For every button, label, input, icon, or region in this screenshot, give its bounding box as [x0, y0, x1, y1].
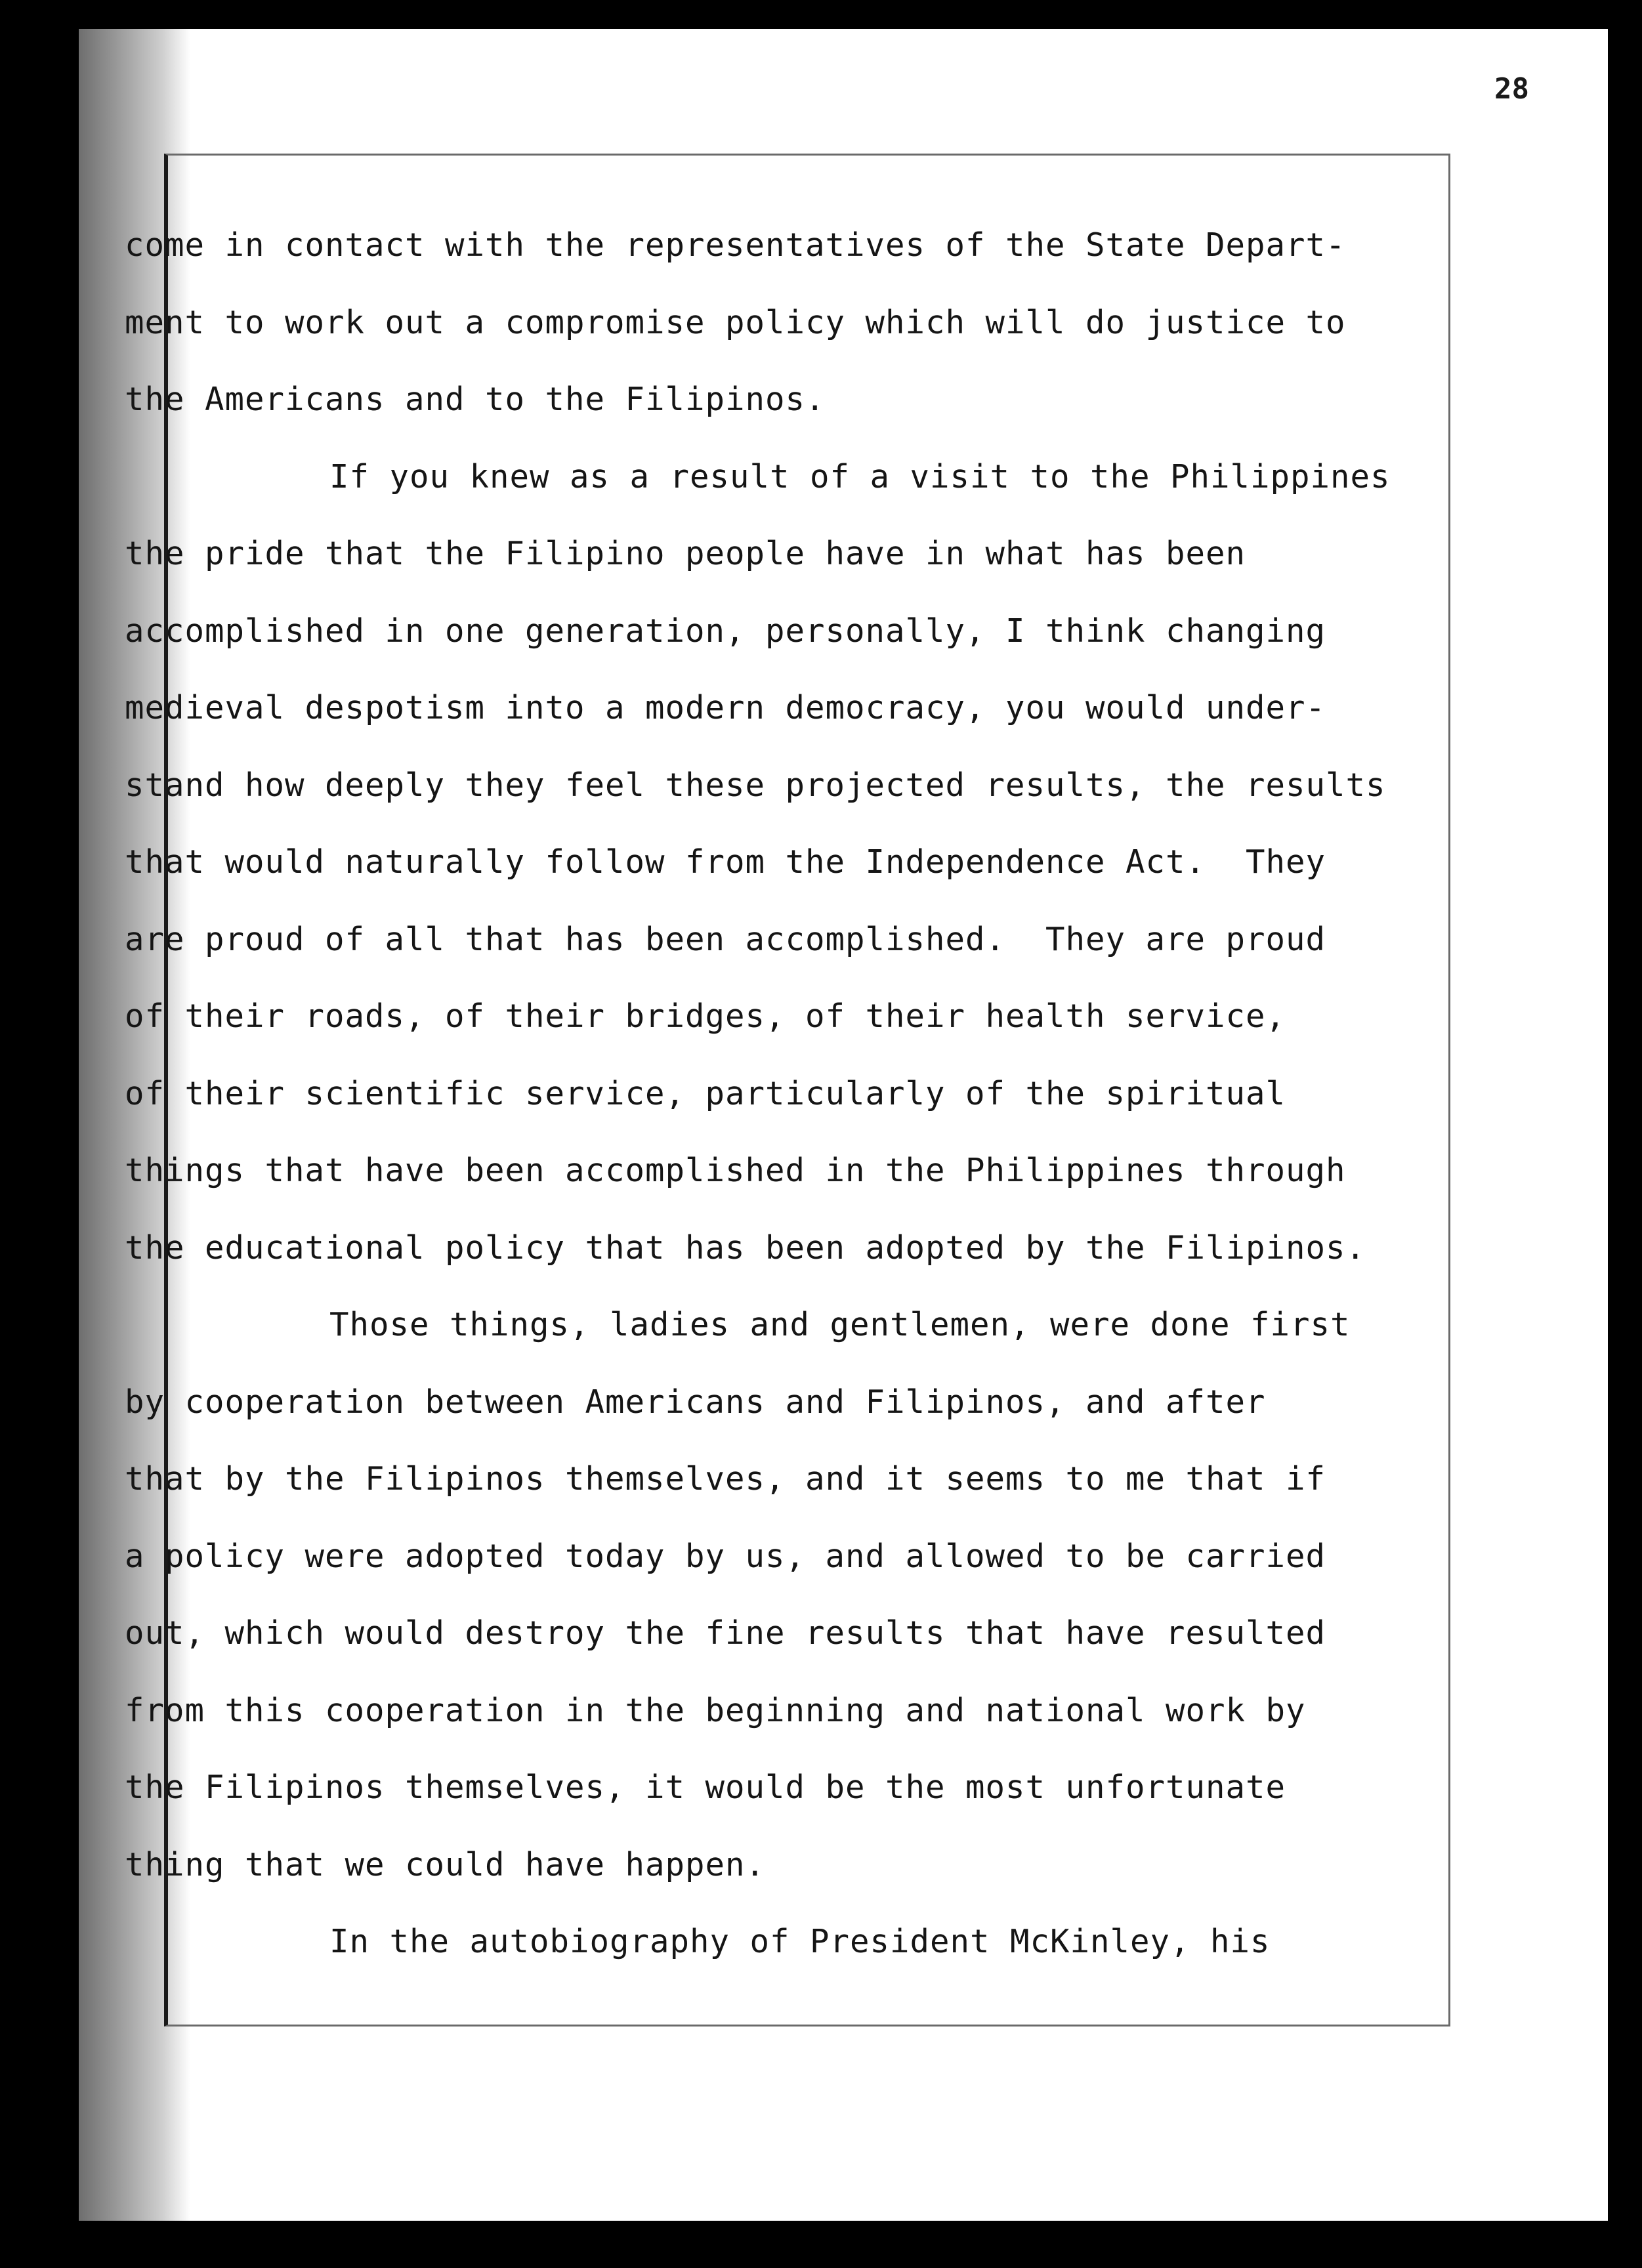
text-line: a policy were adopted today by us, and allowed to be carried — [125, 1537, 1326, 1575]
paragraph-start-line: If you knew as a result of a visit to the Philippines — [329, 457, 1391, 495]
text-line: accomplished in one generation, personally, I think changing — [125, 612, 1326, 650]
text-line: from this cooperation in the beginning and national work by — [125, 1691, 1306, 1729]
text-line: that by the Filipinos themselves, and it seems to me that if — [125, 1460, 1326, 1498]
text-line: the pride that the Filipino people have in what has been — [125, 535, 1246, 572]
text-line: the educational policy that has been adopted by the Filipinos. — [125, 1228, 1366, 1267]
text-line: out, which would destroy the fine results that have resulted — [125, 1614, 1326, 1652]
paragraph-start-line: Those things, ladies and gentlemen, were done first — [329, 1306, 1351, 1343]
text-line: ment to work out a compromise policy which will do justice to — [125, 303, 1346, 341]
text-line: the Americans and to the Filipinos. — [125, 381, 826, 418]
text-line: medieval despotism into a modern democracy, you would under- — [125, 689, 1326, 726]
text-line: come in contact with the representatives of the State Depart- — [125, 226, 1346, 264]
text-line: are proud of all that has been accomplished. They are proud — [125, 920, 1326, 958]
text-line: thing that we could have happen. — [125, 1845, 766, 1883]
text-line: things that have been accomplished in the Philippines through — [125, 1152, 1346, 1189]
text-line: of their scientific service, particularly of the spiritual — [125, 1074, 1286, 1112]
page-number: 28 — [1494, 72, 1529, 106]
text-line: stand how deeply they feel these projected results, the results — [125, 766, 1386, 804]
text-line: the Filipinos themselves, it would be the most unfortunate — [125, 1769, 1286, 1806]
paragraph-start-line: In the autobiography of President McKinley, his — [329, 1923, 1271, 1960]
text-line: by cooperation between Americans and Filipinos, and after — [125, 1383, 1266, 1421]
text-line: of their roads, of their bridges, of their health service, — [125, 998, 1286, 1035]
body-text — [125, 207, 1477, 1981]
text-line: that would naturally follow from the Independence Act. They — [125, 843, 1326, 881]
